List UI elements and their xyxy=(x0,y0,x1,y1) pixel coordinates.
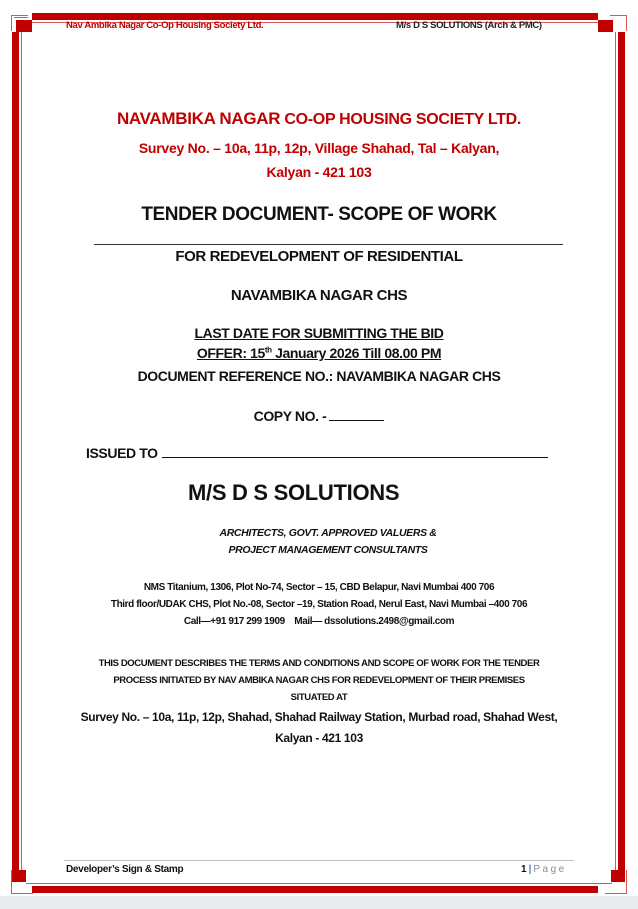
running-header-left: Nav Ambika Nagar Co-Op Housing Society Ltd. xyxy=(66,20,264,31)
page-number-value: 1 xyxy=(521,864,527,875)
document-title: TENDER DOCUMENT- SCOPE OF WORK xyxy=(141,204,497,225)
last-date-heading: LAST DATE FOR SUBMITTING THE BID xyxy=(194,325,444,341)
site-address-line1: Survey No. – 10a, 11p, 12p, Shahad, Shahad Railway Station, Murbad road, Shahad West, xyxy=(80,710,558,724)
issued-to-blank xyxy=(162,443,548,458)
consultant-tagline-2: PROJECT MANAGEMENT CONSULTANTS xyxy=(228,544,428,556)
copy-number xyxy=(0,407,638,424)
page-label: Page xyxy=(533,864,567,875)
description-line-1: THIS DOCUMENT DESCRIBES THE TERMS AND CONDITIONS AND SCOPE OF WORK FOR THE TENDER xyxy=(98,658,540,669)
footer-divider xyxy=(64,860,574,861)
issued-to xyxy=(86,443,548,461)
site-address-line2: Kalyan - 421 103 xyxy=(275,731,363,745)
title-divider xyxy=(94,244,563,245)
consultant-contact: Call—+91 917 299 1909 Mail— dssolutions.2498@gmail.com xyxy=(183,616,455,627)
consultant-office-2: Third floor/UDAK CHS, Plot No.-08, Sector –19, Station Road, Nerul East, Navi Mumbai –400 706 xyxy=(110,599,528,610)
chs-name: NAVAMBIKA NAGAR CHS xyxy=(230,287,408,304)
society-address-line2: Kalyan - 421 103 xyxy=(266,164,372,180)
issued-to-label: ISSUED TO xyxy=(86,445,158,461)
viewer-bottom-strip xyxy=(0,896,638,909)
document-reference: DOCUMENT REFERENCE NO.: NAVAMBIKA NAGAR CHS xyxy=(137,368,501,384)
society-name-part1: NAVAMBIKA NAGAR xyxy=(116,109,281,128)
running-header-right: M/s D S SOLUTIONS (Arch & PMC) xyxy=(396,20,542,31)
consultant-office-1: NMS Titanium, 1306, Plot No-74, Sector – 15, CBD Belapur, Navi Mumbai 400 706 xyxy=(143,582,495,593)
copy-number-blank xyxy=(329,407,384,421)
society-name xyxy=(0,109,638,129)
society-name-part2: CO-OP HOUSING SOCIETY LTD. xyxy=(280,111,522,128)
page-number-separator: | xyxy=(528,864,532,875)
frame-bottom-bar xyxy=(32,886,598,893)
last-date-prefix: OFFER: 15 xyxy=(196,345,265,361)
description-line-2: PROCESS INITIATED BY NAV AMBIKA NAGAR CHS FOR REDEVELOPMENT OF THEIR PREMISES xyxy=(113,675,525,686)
last-date-rest: January 2026 Till 08.00 PM xyxy=(271,345,442,361)
last-date-value xyxy=(0,345,638,361)
last-date-ordinal: th xyxy=(264,345,272,355)
footer-sign-stamp: Developer’s Sign & Stamp xyxy=(66,864,184,875)
document-subtitle: FOR REDEVELOPMENT OF RESIDENTIAL xyxy=(175,248,463,265)
society-address-line1: Survey No. – 10a, 11p, 12p, Village Shahad, Tal – Kalyan, xyxy=(138,140,500,156)
consultant-tagline-1: ARCHITECTS, GOVT. APPROVED VALUERS & xyxy=(219,527,437,539)
page-number xyxy=(521,864,567,875)
consultant-name: M/S D S SOLUTIONS xyxy=(188,480,400,505)
description-line-3: SITUATED AT xyxy=(290,692,348,703)
copy-number-label: COPY NO. - xyxy=(253,408,327,424)
